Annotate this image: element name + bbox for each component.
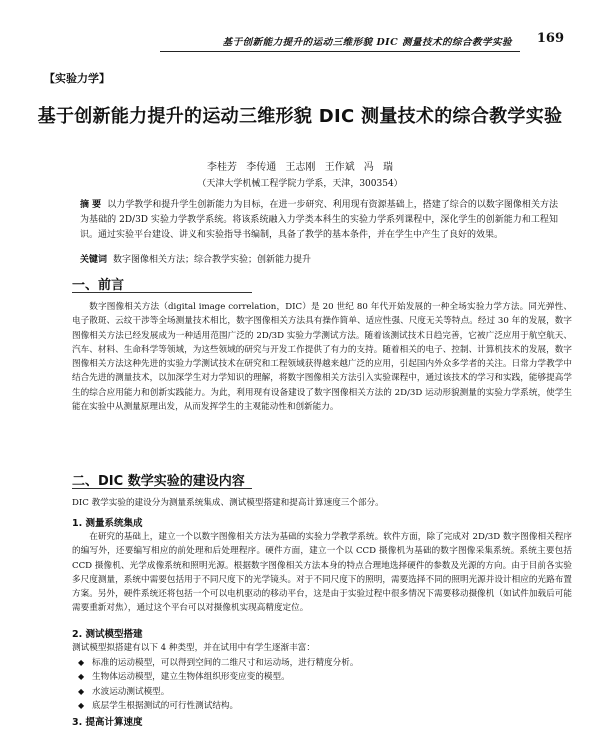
subheading-system-integration: 1. 测量系统集成 [72, 518, 143, 529]
section-rule-content [72, 488, 252, 489]
list-item: ◆ 水波运动测试模型。 [78, 685, 558, 699]
section-heading-preface: 一、前言 [72, 278, 125, 293]
subheading-test-model: 2. 测试模型搭建 [72, 629, 143, 640]
keywords [80, 252, 558, 265]
page-number: 169 [536, 31, 564, 46]
authors: 李桂芳 李传通 王志刚 王作斌 冯 瑞 [207, 162, 393, 173]
preface-paragraph: 数字图像相关方法（digital image correlation，DIC）是 20 世纪 80 年代开始发展的一种全场实验力学方法。同光弹性、电子散斑、云纹干涉等全场测量技术相比，数字图像相关方法具有操作简单、适应性强、尺度无关等特点。经过 30 年的发展，数字图像相关方法已经发展成为一种适用范围广泛的 2D/3D 实验力学测试方法。随着该测试技术日趋完善，它被广泛应用于航空航天、汽车、材料、生命科学等领域，为这些领域的研究与开发工作提供了有力的支持。随着相关的电子、控制、计算机技术的发展，数字图像相关方法这种先进的实验力学测试技术在研究和工程领域获得越来越广泛的应用，引起国内外众多学者的关注。日常力学教学中结合先进的测量技术，以加深学生对力学知识的理解，将数字图像相关方法引入实验课程中，通过该技术的学习和实践，能够提高学生的综合应用能力和创新实践能力。为此，利用现有设备建设了数字图像相关方法的 2D/3D 运动形貌测量的实验力学系统，使学生能在实验中从测量原理出发，从而发挥学生的主观能动性和创新能力。 [72, 302, 572, 413]
test-model-list [78, 656, 558, 713]
list-item: ◆ 生物体运动模型，建立生物体组织形变应变的模型。 [78, 670, 558, 684]
list-item: ◆ 底层学生根据测试的可行性测试结构。 [78, 699, 558, 713]
section-rule-preface [72, 292, 252, 293]
subheading-computation-speed: 3. 提高计算速度 [72, 717, 143, 728]
header-rule [160, 51, 520, 52]
running-header [150, 31, 570, 50]
keywords-text: 数字图像相关方法；综合教学实验；创新能力提升 [113, 255, 312, 265]
abstract-text: 以力学教学和提升学生创新能力为目标，在进一步研究、利用现有资源基础上，搭建了综合的以数字图像相关方法为基础的 2D/3D 实验力学教学系统。将该系统融入力学类本科生的实验力学系列课程中，深化学生的创新能力和工程知识。通过实验平台建设、讲义和实验指导书编制，具备了教学的基本条件，并在学生中产生了良好的效果。 [80, 200, 558, 240]
content-intro: DIC 教学实验的建设分为测量系统集成、测试模型搭建和提高计算速度三个部分。 [72, 498, 384, 508]
running-title: 基于创新能力提升的运动三维形貌 DIC 测量技术的综合教学实验 [222, 37, 512, 48]
affiliation: （天津大学机械工程学院力学系，天津，300354） [197, 179, 403, 189]
abstract [80, 198, 558, 243]
article-title: 基于创新能力提升的运动三维形貌 DIC 测量技术的综合教学实验 [37, 106, 563, 127]
list-item: ◆ 标准的运动模型，可以得到空间的二维尺寸和运动场，进行精度分析。 [78, 656, 558, 670]
section-heading-content: 二、DIC 数学实验的建设内容 [72, 474, 245, 489]
test-model-intro: 测试模型拟搭建有以下 4 种类型，并在试用中有学生逐渐丰富： [72, 643, 315, 653]
abstract-label: 摘 要 [80, 200, 102, 210]
keywords-label: 关键词 [80, 255, 108, 265]
system-integration-paragraph: 在研究的基础上，建立一个以数字图像相关方法为基础的实验力学教学系统。软件方面，除了完成对 2D/3D 数字图像相关程序的编写外，还要编写相应的前处理和后处理程序。硬件方面，建立一个以 CCD 摄像机为基础的数字图像采集系统。系统主要包括 CCD 摄像机、光学成像系统和照明光源。根据数字图像相关方法本身的特点合理地选择硬件的参数及光源的方向。由于目前各实验多尺度测量，系统中需要包括用于不同尺度下的光学镜头。对于不同尺度下的照明，需要选择不同的照明光源并设计相应的光路布置方案。另外，硬件系统还将包括一个可以电机驱动的移动平台，这是由于实验过程中很多情况下需要移动摄像机（如试件加载后可能需要重新对焦），通过这个平台可以对摄像机实现高精度定位。 [72, 532, 572, 614]
column-tag: 【实验力学】 [44, 72, 110, 85]
